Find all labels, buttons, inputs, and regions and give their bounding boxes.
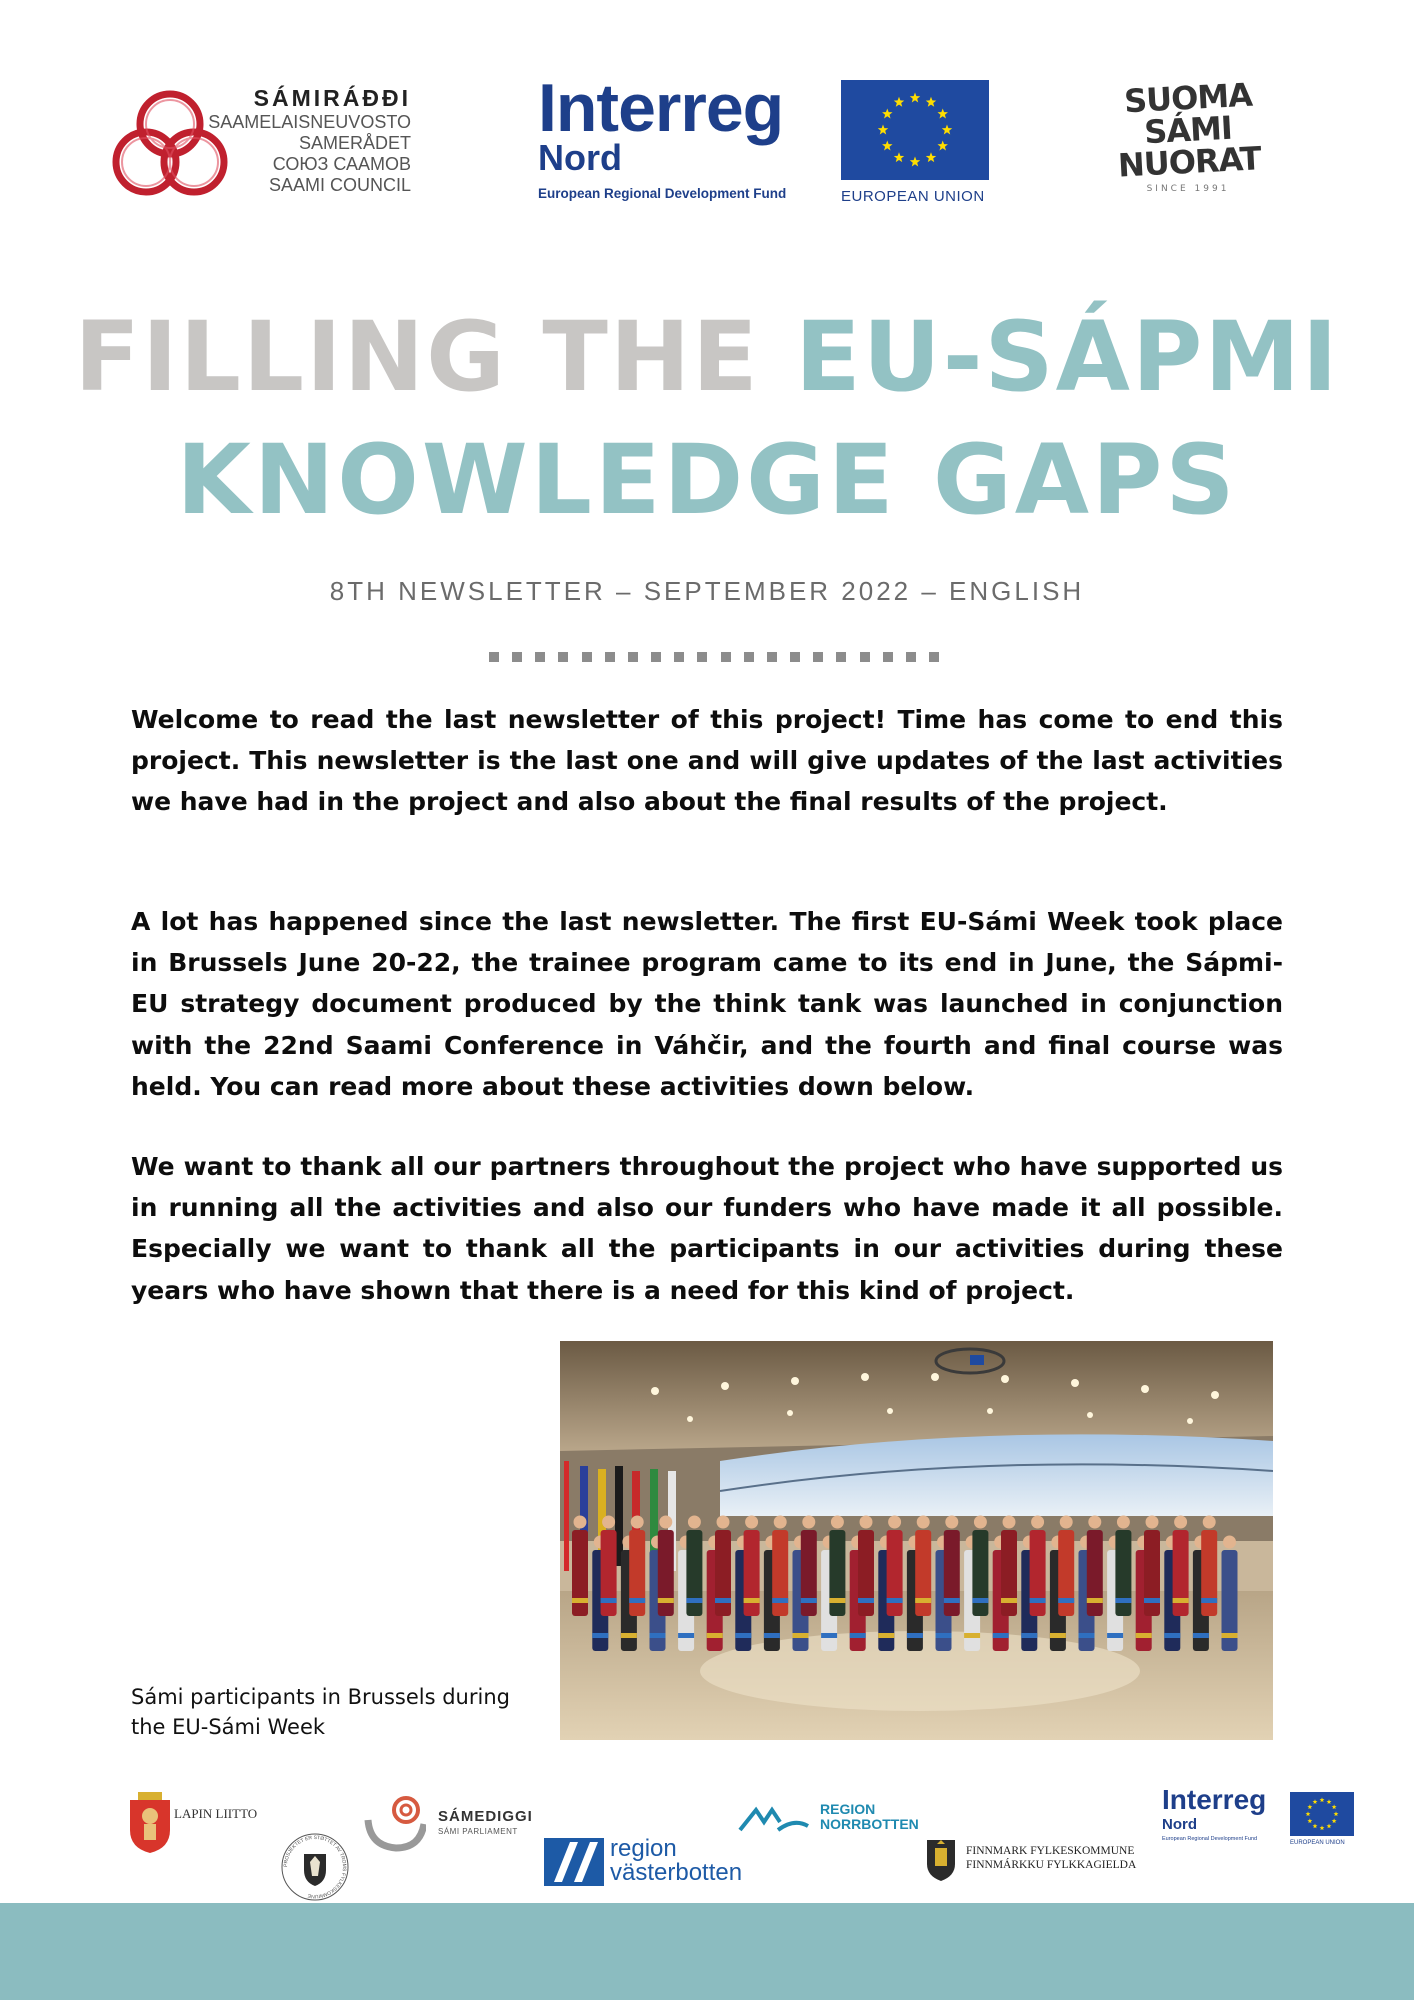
person-trim bbox=[1136, 1633, 1152, 1638]
troms-seal-icon bbox=[280, 1832, 350, 1902]
person-trim bbox=[678, 1633, 694, 1638]
person-trim bbox=[858, 1598, 874, 1603]
group-photo bbox=[560, 1341, 1273, 1740]
footer-interreg-wordmark: Interreg bbox=[1162, 1784, 1267, 1815]
samediggi-sub-label: SÁMI PARLIAMENT bbox=[438, 1827, 518, 1836]
person-head bbox=[917, 1516, 930, 1529]
person-trim bbox=[1058, 1598, 1074, 1603]
person-figure bbox=[915, 1530, 931, 1616]
person-trim bbox=[1144, 1598, 1160, 1603]
person-head bbox=[1117, 1516, 1130, 1529]
interreg-fund-label: European Regional Development Fund bbox=[538, 186, 787, 201]
finnmark-label-2: FINNMÁRKKU FYLKKAGIELDA bbox=[966, 1859, 1137, 1871]
person-head bbox=[1088, 1516, 1101, 1529]
person-head bbox=[574, 1516, 587, 1529]
person-head bbox=[860, 1516, 873, 1529]
person-trim bbox=[1164, 1633, 1180, 1638]
person-head bbox=[659, 1516, 672, 1529]
finnmark-crest-icon bbox=[926, 1838, 956, 1882]
newsletter-subtitle: 8TH NEWSLETTER – SEPTEMBER 2022 – ENGLISH bbox=[329, 576, 1085, 606]
lapin-liitto-label: LAPIN LIITTO bbox=[174, 1806, 258, 1821]
person-trim bbox=[772, 1598, 788, 1603]
person-trim bbox=[907, 1633, 923, 1638]
footer-eu-label: EUROPEAN UNION bbox=[1290, 1840, 1345, 1846]
finnmark-label-1: FINNMARK FYLKESKOMMUNE bbox=[966, 1845, 1135, 1857]
interreg-nord-logo bbox=[538, 70, 998, 206]
person-head bbox=[1146, 1516, 1159, 1529]
lapin-liitto-crest-icon bbox=[128, 1790, 172, 1854]
title-grey-part: FILLING THE bbox=[74, 301, 796, 413]
person-head bbox=[602, 1516, 615, 1529]
intro-paragraph: Welcome to read the last newsletter of this project! Time has come to end this project. This newsletter is the last one and will give updates of the last activities we have had in the project and also about the final results of the project. bbox=[131, 705, 1283, 817]
ssn-since: SINCE 1991 bbox=[1146, 184, 1230, 194]
person-trim bbox=[1222, 1633, 1238, 1638]
person-trim bbox=[793, 1633, 809, 1638]
person-head bbox=[1174, 1516, 1187, 1529]
person-trim bbox=[850, 1633, 866, 1638]
person-trim bbox=[572, 1598, 588, 1603]
title-teal-part: EU-SÁPMI bbox=[795, 301, 1340, 413]
thanks-paragraph: We want to thank all our partners throughout the project who have supported us in running all the activities and also our funders who have made it all possible. Especially we want to thank all the participants in our activities during these years who have shown that there is a need for this kind of project. bbox=[131, 1152, 1283, 1305]
person-figure bbox=[772, 1530, 788, 1616]
person-trim bbox=[1193, 1633, 1209, 1638]
person-head bbox=[1223, 1536, 1236, 1549]
person-trim bbox=[621, 1633, 637, 1638]
finnmark-logo bbox=[926, 1838, 1146, 1884]
person-figure bbox=[572, 1530, 588, 1616]
person-trim bbox=[1001, 1598, 1017, 1603]
region-norrbotten-label-2: NORRBOTTEN bbox=[820, 1816, 919, 1832]
person-trim bbox=[972, 1598, 988, 1603]
person-head bbox=[888, 1516, 901, 1529]
person-figure bbox=[1201, 1530, 1217, 1616]
saami-council-line: SAAMELAISNEUVOSTO bbox=[208, 112, 411, 132]
person-trim bbox=[936, 1633, 952, 1638]
saami-council-logo bbox=[110, 84, 415, 202]
person-head bbox=[974, 1516, 987, 1529]
person-trim bbox=[735, 1633, 751, 1638]
person-trim bbox=[715, 1598, 731, 1603]
person-head bbox=[688, 1516, 701, 1529]
footer-color-bar bbox=[0, 1903, 1414, 2000]
person-trim bbox=[821, 1633, 837, 1638]
person-figure bbox=[744, 1530, 760, 1616]
samediggi-swirl-icon bbox=[362, 1792, 426, 1852]
region-vasterbotten-label-1: region bbox=[610, 1835, 677, 1862]
person-figure bbox=[887, 1530, 903, 1616]
person-trim bbox=[1107, 1633, 1123, 1638]
ssn-line: NUORAT bbox=[1117, 139, 1262, 185]
person-trim bbox=[629, 1598, 645, 1603]
person-figure bbox=[658, 1530, 674, 1616]
troms-seal-text: PROSJEKTET ER STØTTET AV TROMS FYLKESKOMMUNE bbox=[282, 1834, 348, 1900]
person-trim bbox=[801, 1598, 817, 1603]
person-figure bbox=[972, 1530, 988, 1616]
person-trim bbox=[764, 1633, 780, 1638]
person-head bbox=[831, 1516, 844, 1529]
footer-interreg-logo bbox=[1162, 1784, 1362, 1850]
person-trim bbox=[707, 1633, 723, 1638]
person-trim bbox=[1201, 1598, 1217, 1603]
person-trim bbox=[650, 1633, 666, 1638]
person-figure bbox=[715, 1530, 731, 1616]
person-trim bbox=[592, 1633, 608, 1638]
person-trim bbox=[744, 1598, 760, 1603]
footer-eu-flag-icon bbox=[1290, 1792, 1354, 1836]
interreg-wordmark: Interreg bbox=[538, 70, 784, 146]
person-trim bbox=[1087, 1598, 1103, 1603]
person-head bbox=[717, 1516, 730, 1529]
region-vasterbotten-label-2: västerbotten bbox=[610, 1859, 743, 1886]
footer-interreg-fund: European Regional Development Fund bbox=[1162, 1836, 1258, 1842]
person-head bbox=[631, 1516, 644, 1529]
page-title-line-2: KNOWLEDGE GAPS bbox=[176, 424, 1238, 536]
region-norrbotten-wave-icon bbox=[738, 1804, 810, 1834]
person-trim bbox=[1021, 1633, 1037, 1638]
saami-council-text bbox=[208, 84, 411, 196]
samediggi-label: SÁMEDIGGI bbox=[438, 1808, 533, 1825]
person-head bbox=[802, 1516, 815, 1529]
person-figure bbox=[858, 1530, 874, 1616]
person-figure bbox=[1115, 1530, 1131, 1616]
group-photo-illustration bbox=[560, 1341, 1273, 1740]
ssn-line: SÁMI bbox=[1143, 108, 1233, 152]
person-figure bbox=[1030, 1530, 1046, 1616]
samediggi-logo bbox=[362, 1792, 532, 1852]
saami-council-title: SÁMIRÁÐĐI bbox=[253, 85, 411, 111]
person-figure bbox=[1087, 1530, 1103, 1616]
dotted-divider bbox=[489, 652, 939, 662]
person-head bbox=[945, 1516, 958, 1529]
person-trim bbox=[878, 1633, 894, 1638]
person-figure bbox=[601, 1530, 617, 1616]
eu-flag-icon bbox=[841, 80, 989, 180]
saami-council-line: СОЮЗ СААМОВ bbox=[272, 154, 411, 174]
interreg-nord-label: Nord bbox=[538, 137, 622, 178]
person-head bbox=[1203, 1516, 1216, 1529]
person-figure bbox=[944, 1530, 960, 1616]
person-head bbox=[774, 1516, 787, 1529]
footer-interreg-nord: Nord bbox=[1162, 1816, 1197, 1833]
region-norrbotten-label-1: REGION bbox=[820, 1801, 876, 1817]
person-figure bbox=[801, 1530, 817, 1616]
region-vasterbotten-logo bbox=[544, 1835, 744, 1888]
person-figure bbox=[1001, 1530, 1017, 1616]
troms-seal-logo bbox=[280, 1832, 350, 1902]
person-trim bbox=[1030, 1598, 1046, 1603]
person-head bbox=[1031, 1516, 1044, 1529]
person-figure bbox=[829, 1530, 845, 1616]
suoma-sami-nuorat-logo bbox=[1117, 75, 1262, 202]
saami-council-line: SAMERÅDET bbox=[298, 133, 411, 153]
person-trim bbox=[964, 1633, 980, 1638]
person-figure bbox=[629, 1530, 645, 1616]
person-figure bbox=[686, 1530, 702, 1616]
person-trim bbox=[658, 1598, 674, 1603]
photo-caption: Sámi participants in Brussels during the EU-Sámi Week bbox=[131, 1685, 510, 1739]
person-trim bbox=[829, 1598, 845, 1603]
region-norrbotten-logo bbox=[738, 1800, 918, 1840]
page-title-line-1 bbox=[0, 302, 1414, 412]
person-trim bbox=[887, 1598, 903, 1603]
person-trim bbox=[601, 1598, 617, 1603]
person-head bbox=[1003, 1516, 1016, 1529]
person-head bbox=[745, 1516, 758, 1529]
eu-label: EUROPEAN UNION bbox=[841, 188, 985, 205]
person-trim bbox=[944, 1598, 960, 1603]
person-head bbox=[1060, 1516, 1073, 1529]
person-figure bbox=[1173, 1530, 1189, 1616]
person-trim bbox=[1115, 1598, 1131, 1603]
person-trim bbox=[993, 1633, 1009, 1638]
person-figure bbox=[1058, 1530, 1074, 1616]
person-trim bbox=[686, 1598, 702, 1603]
region-vasterbotten-mark-icon bbox=[544, 1838, 604, 1886]
ssn-line: SUOMA bbox=[1123, 75, 1253, 121]
person-trim bbox=[915, 1598, 931, 1603]
saami-council-line: SAAMI COUNCIL bbox=[268, 175, 411, 195]
person-trim bbox=[1079, 1633, 1095, 1638]
person-trim bbox=[1173, 1598, 1189, 1603]
lapin-liitto-logo bbox=[128, 1790, 268, 1860]
person-figure bbox=[1144, 1530, 1160, 1616]
person-trim bbox=[1050, 1633, 1066, 1638]
updates-paragraph: A lot has happened since the last newsletter. The first EU-Sámi Week took place in Brussels June 20-22, the trainee program came to its end in June, the Sápmi-EU strategy document produced by the think tank was launched in conjunction with the 22nd Saami Conference in Váhčir, and the fourth and final course was held. You can read more about these activities down below. bbox=[131, 907, 1283, 1101]
